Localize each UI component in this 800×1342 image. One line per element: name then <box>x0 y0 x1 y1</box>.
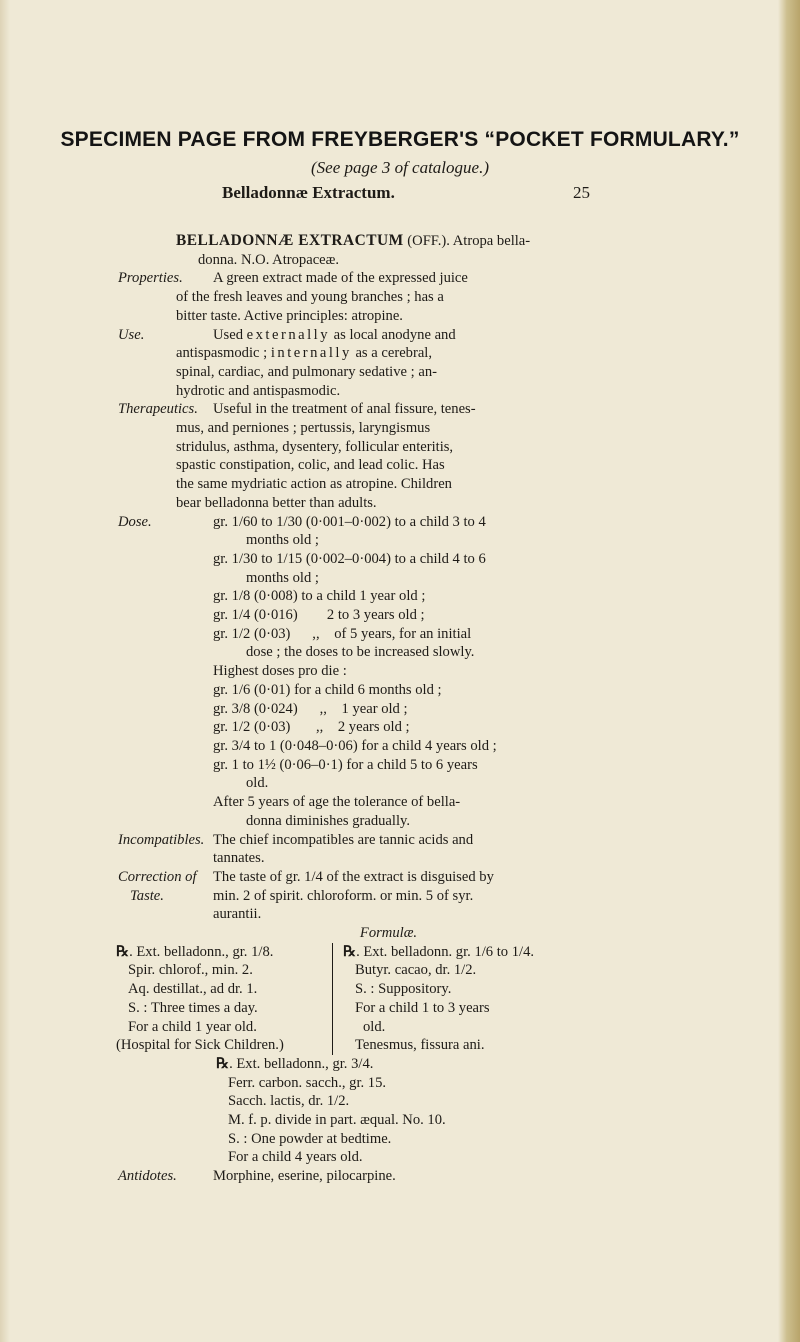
article-heading-line2: donna. N.O. Atropaceæ. <box>198 251 340 268</box>
therapeutics-label: Therapeutics. <box>118 401 198 418</box>
page-edge-right <box>778 0 800 1342</box>
formula-third: ℞. Ext. belladonn., gr. 3/4. Ferr. carbon. sacch., gr. 15. Sacch. lactis, dr. 1/2. M. f. p. divide in part. æqual. No. 10. S. : One powder at bedtime. For a child 4 years old. <box>216 1055 446 1166</box>
properties-section: Properties. A green extract made of the expressed juice of the fresh leaves and young branches ; has a bitter taste. Active principles: atropine. <box>118 270 468 324</box>
page-edge-left <box>0 0 10 1342</box>
running-head <box>222 183 590 203</box>
article-heading-line: BELLADONNÆ EXTRACTUM (OFF.). Atropa bella- <box>176 232 531 249</box>
antidotes-section <box>118 1167 601 1186</box>
monograph-article <box>116 232 601 1186</box>
antidotes-label: Antidotes. <box>118 1168 177 1185</box>
incompatibles-section: Incompatibles. The chief incompatibles are tannic acids and tannates. <box>118 831 474 867</box>
formulae-two-column <box>116 943 601 1055</box>
dose-section: Dose. gr. 1/60 to 1/30 (0·001–0·002) to a child 3 to 4 months old ; gr. 1/30 to 1/15 (0·002–0·004) to a child 4 to 6 months old ; gr. 1/8 (0·008) to a child 1 year old ; gr. 1/4 (0·016) 2 to 3 years old ; gr. 1/2 (0·03) ,, of 5 years, for an initial dose ; the doses to be increased slowly. Highest doses pro die : gr. 1/6 (0·01) for a child 6 months old ; gr. 3/8 (0·024) ,, 1 year old ; gr. 1/2 (0·03) ,, 2 years old ; gr. 3/4 to 1 (0·048–0·06) for a child 4 years old ; gr. 1 to 1½ (0·06–0·1) for a child 5 to 6 years old. After 5 years of age the tolerance of bella- donna diminishes gradually. <box>118 513 497 829</box>
running-head-title: Belladonnæ Extractum. <box>222 183 395 202</box>
formulae-heading: Formulæ. <box>359 925 418 942</box>
properties-label: Properties. <box>118 270 183 287</box>
antidotes-text: Morphine, eserine, pilocarpine. <box>213 1168 396 1185</box>
correction-section: Correction of Taste. The taste of gr. 1/4 of the extract is disguised by min. 2 of spirit. chloroform. or min. 5 of syr. aurantii. <box>118 868 494 923</box>
use-label: Use. <box>118 326 145 343</box>
formula-right: ℞. Ext. belladonn. gr. 1/6 to 1/4. Butyr. cacao, dr. 1/2. S. : Suppository. For a child 1 to 3 years old. Tenesmus, fissura ani. <box>343 943 535 1054</box>
article-heading: BELLADONNÆ EXTRACTUM <box>176 232 404 249</box>
catalogue-note: (See page 3 of catalogue.) <box>311 158 489 177</box>
dose-label: Dose. <box>118 513 152 530</box>
use-section: Use. Used externally as local anodyne and antispasmodic ; internally as a cerebral, spinal, cardiac, and pulmonary sedative ; an- hydrotic and antispasmodic. <box>118 326 456 399</box>
formula-left: ℞. Ext. belladonn., gr. 1/8. Spir. chlorof., min. 2. Aq. destillat., ad dr. 1. S. : Three times a day. For a child 1 year old. (Hospital for Sick Children.) <box>116 943 333 1055</box>
specimen-banner: SPECIMEN PAGE FROM FREYBERGER'S “POCKET FORMULARY.” <box>60 128 740 151</box>
therapeutics-section: Therapeutics. Useful in the treatment of anal fissure, tenes- mus, and perniones ; pertussis, laryngismus stridulus, asthma, dysentery, follicular enteritis, spastic constipation, colic, and lead colic. Has the same mydriatic action as atropine. Children bear belladonna better than adults. <box>118 401 476 511</box>
correction-label: Correction of <box>118 868 197 885</box>
incompatibles-label: Incompatibles. <box>118 831 205 848</box>
page-number: 25 <box>573 183 590 202</box>
correction-label-taste: Taste. <box>130 887 164 904</box>
